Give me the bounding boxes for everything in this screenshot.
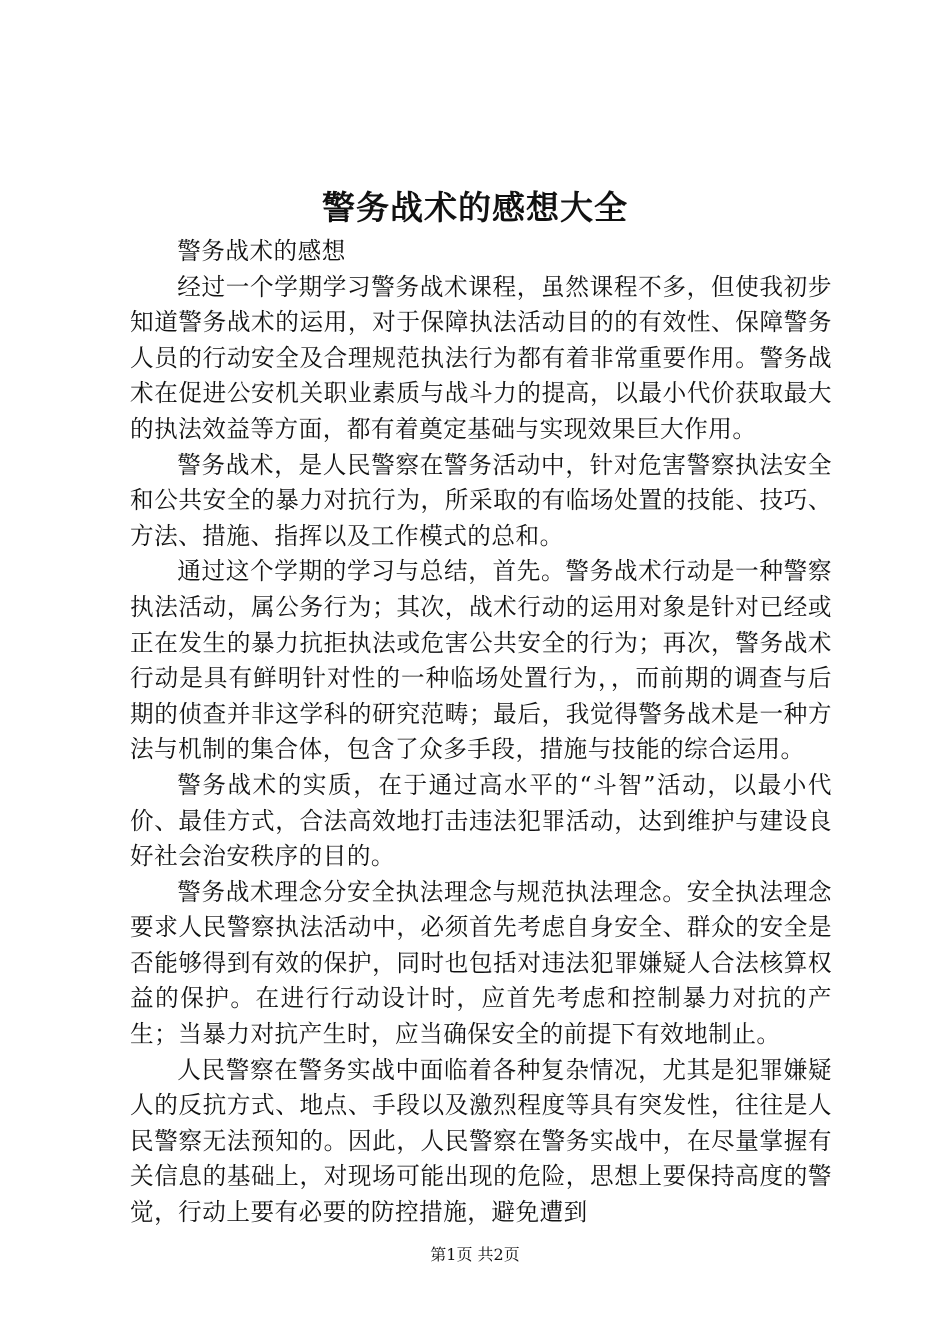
paragraph-subtitle: 警务战术的感想 [177,237,346,265]
paragraph: 人民警察在警务实战中面临着各种复杂情况，尤其是犯罪嫌疑人的反抗方式、地点、手段以及激烈程度等具有突发性，往往是人民警察无法预知的。因此，人民警察在警务实战中，在尽量掌握有关信息的基础上，对现场可能出现的危险，思想上要保持高度的警觉，行动上要有必要的防控措施，避免遭到 [130,1055,832,1227]
document-title: 警务战术的感想大全 [322,188,628,227]
paragraph: 经过一个学期学习警务战术课程，虽然课程不多，但使我初步知道警务战术的运用，对于保障执法活动目的的有效性、保障警务人员的行动安全及合理规范执法行为都有着非常重要作用。警务战术在促进公安机关职业素质与战斗力的提高，以最小代价获取最大的执法效益等方面，都有着奠定基础与实现效果巨大作用。 [130,272,832,443]
paragraph: 警务战术理念分安全执法理念与规范执法理念。安全执法理念要求人民警察执法活动中，必须首先考虑自身安全、群众的安全是否能够得到有效的保护，同时也包括对违法犯罪嫌疑人合法核算权益的保护。在进行行动设计时，应首先考虑和控制暴力对抗的产生；当暴力对抗产生时，应当确保安全的前提下有效地制止。 [130,877,832,1049]
page-number-footer: 第1页 共2页 [430,1245,520,1264]
paragraph: 警务战术，是人民警察在警务活动中，针对危害警察执法安全和公共安全的暴力对抗行为，所采取的有临场处置的技能、技巧、方法、措施、指挥以及工作模式的总和。 [130,450,832,550]
paragraph: 通过这个学期的学习与总结，首先。警务战术行动是一种警察执法活动，属公务行为；其次，战术行动的运用对象是针对已经或正在发生的暴力抗拒执法或危害公共安全的行为；再次，警务战术行动是具有鲜明针对性的一种临场处置行为，，而前期的调查与后期的侦查并非这学科的研究范畴；最后，我觉得警务战术是一种方法与机制的集合体，包含了众多手段，措施与技能的综合运用。 [130,557,832,764]
document-body [130,234,832,1231]
paragraph: 警务战术的实质，在于通过高水平的“斗智”活动，以最小代价、最佳方式，合法高效地打击违法犯罪活动，达到维护与建设良好社会治安秩序的目的。 [130,770,832,871]
